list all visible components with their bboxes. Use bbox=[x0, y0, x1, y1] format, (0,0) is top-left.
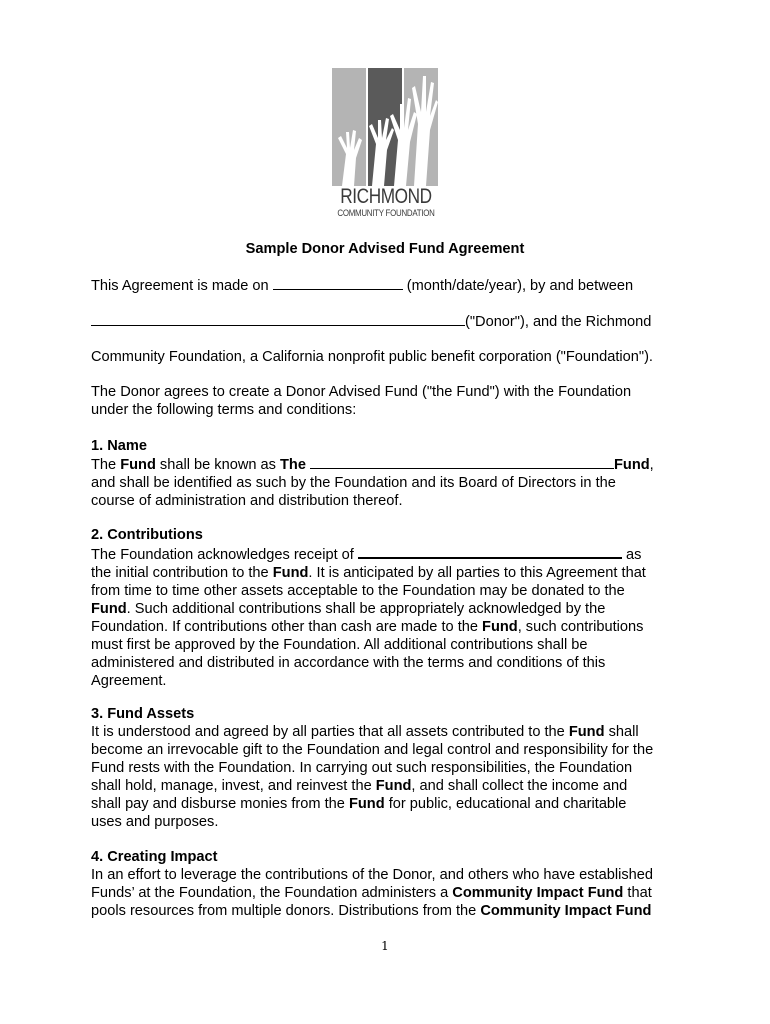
document-title: Sample Donor Advised Fund Agreement bbox=[245, 241, 525, 257]
donor-name-blank[interactable] bbox=[91, 312, 465, 326]
section-heading: 3. Fund Assets bbox=[91, 706, 195, 722]
page-number: 1 bbox=[381, 939, 389, 953]
intro-line-1: This Agreement is made on (month/date/year), by and between bbox=[91, 278, 634, 294]
section-fund-assets: 3. Fund Assets It is understood and agreed by all parties that all assets contributed to the Fund shall become an irrevocable gift to the Foundation and legal control and responsibility for the Fund rests with the Foundation. In carrying out such responsibilities, the Foundation shall hold, manage, invest, and reinvest the Fund, and shall collect the income and shall pay and disburse monies from the Fund for public, educational and charitable uses and purposes. bbox=[91, 705, 691, 831]
fund-name-blank[interactable] bbox=[310, 455, 614, 469]
section-heading: 2. Contributions bbox=[91, 527, 203, 543]
intro-line-3: Community Foundation, a California nonprofit public benefit corporation ("Foundation"). bbox=[91, 349, 653, 365]
section-heading: 1. Name bbox=[91, 438, 147, 454]
section-creating-impact: 4. Creating Impact In an effort to leverage the contributions of the Donor, and others who have established Funds’ at the Foundation, the Foundation administers a Community Impact Fund that pools resources from multiple donors. Distributions from the Community Impact Fund bbox=[91, 848, 691, 920]
contribution-amount-blank[interactable] bbox=[358, 544, 622, 559]
date-blank[interactable] bbox=[273, 276, 403, 290]
section-contributions: 2. Contributions The Foundation acknowledges receipt of as the initial contribution to the Fund. It is anticipated by all parties to this Agreement that from time to time other assets acceptable to the Foundation may be donated to the Fund. Such additional contributions shall be appropriately acknowledged by the Foundation. If contributions other than cash are made to the Fund, such contributions must first be approved by the Foundation. All additional contributions shall be administered and distributed in accordance with the terms and conditions of this Agreement. bbox=[91, 526, 691, 690]
logo-subtitle: COMMUNITY FOUNDATION bbox=[337, 208, 435, 218]
intro-line-2: ("Donor"), and the Richmond bbox=[91, 312, 651, 331]
section-heading: 4. Creating Impact bbox=[91, 849, 218, 865]
section-name: 1. Name The Fund shall be known as The Fund, and shall be identified as such by the Foundation and its Board of Directors in the course of administration and distribution thereof. bbox=[91, 437, 691, 510]
preamble: The Donor agrees to create a Donor Advised Fund ("the Fund") with the Foundation under the following terms and conditions: bbox=[91, 384, 632, 418]
logo-wordmark: RICHMOND bbox=[340, 185, 432, 208]
